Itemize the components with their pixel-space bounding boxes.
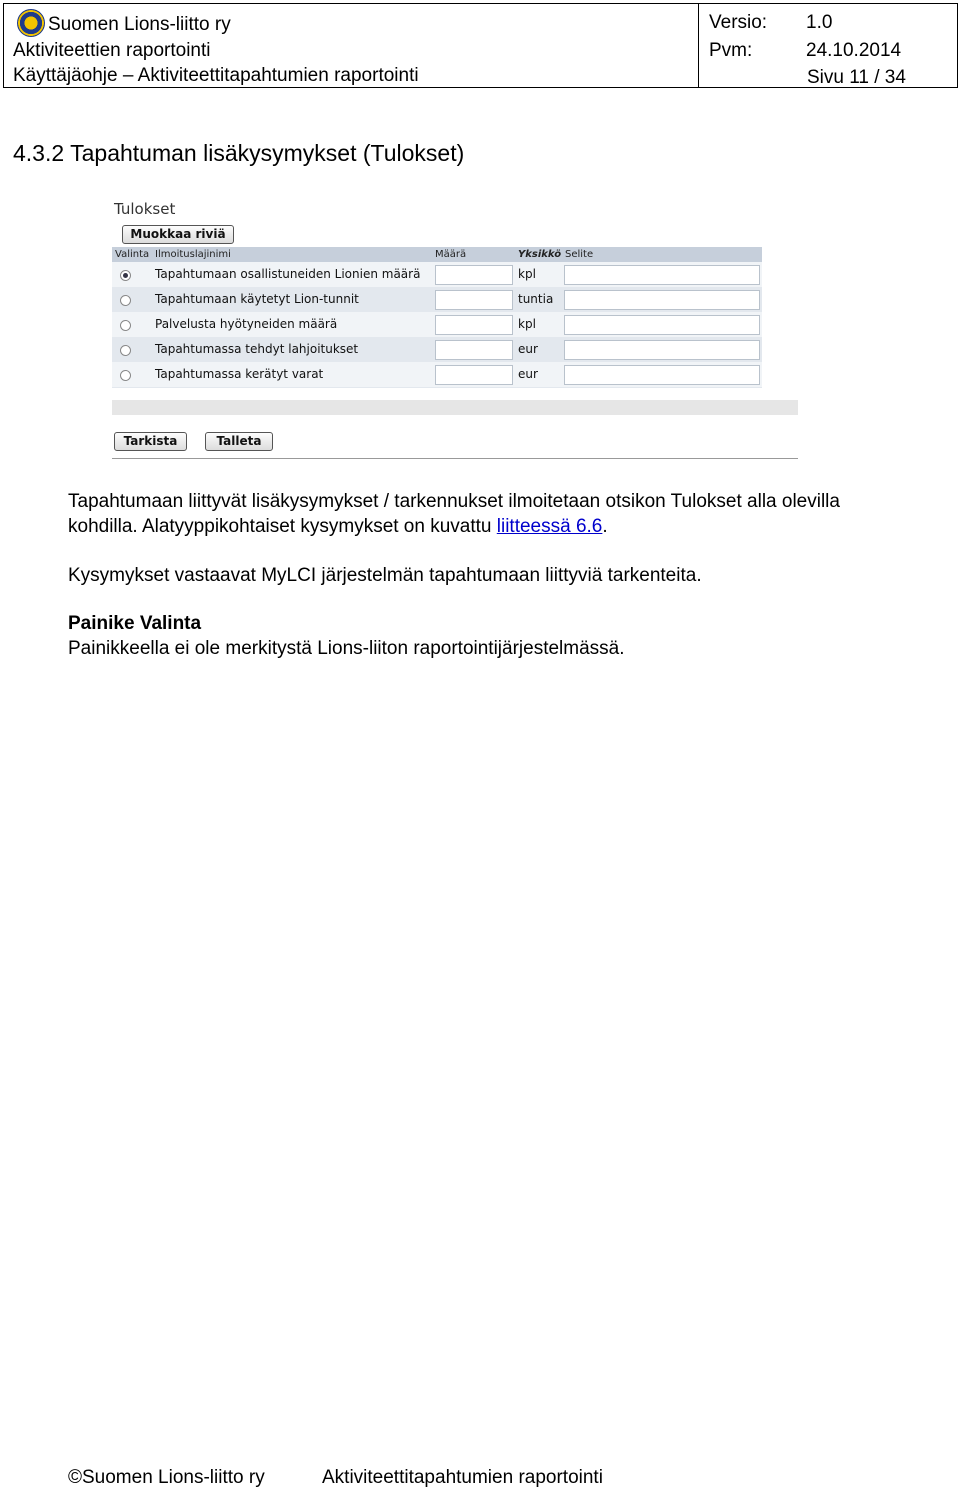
paragraph-3-text: Painikkeella ei ole merkitystä Lions-liiton raportointijärjestelmässä. bbox=[68, 638, 625, 659]
col-yksikko: Yksikkö bbox=[518, 249, 562, 260]
paragraph-1-text: kohdilla. Alatyyppikohtaiset kysymykset on kuvattu bbox=[68, 516, 497, 537]
results-form bbox=[112, 195, 802, 465]
col-selite: Selite bbox=[565, 249, 594, 260]
row-radio[interactable] bbox=[120, 320, 131, 331]
row-label: Palvelusta hyötyneiden määrä bbox=[155, 317, 338, 331]
description-input[interactable] bbox=[564, 315, 760, 335]
col-maara: Määrä bbox=[435, 249, 467, 260]
row-unit: eur bbox=[518, 367, 538, 381]
form-separator-band bbox=[112, 400, 798, 415]
form-title: Tulokset bbox=[114, 200, 176, 218]
header-date-value: 24.10.2014 bbox=[806, 40, 902, 61]
header-page-number: Sivu 11 / 34 bbox=[807, 67, 906, 88]
row-unit: tuntia bbox=[518, 292, 554, 306]
check-button[interactable]: Tarkista bbox=[114, 432, 187, 451]
footer-title: Aktiviteettitapahtumien raportointi bbox=[322, 1467, 603, 1488]
save-button[interactable]: Talleta bbox=[205, 432, 273, 451]
header-divider bbox=[698, 4, 699, 87]
paragraph-2: Kysymykset vastaavat MyLCI järjestelmän tapahtumaan liittyviä tarkenteita. bbox=[68, 565, 702, 586]
footer-copyright: ©Suomen Lions-liitto ry bbox=[68, 1467, 265, 1488]
row-label: Tapahtumassa kerätyt varat bbox=[155, 367, 324, 381]
amount-input[interactable] bbox=[435, 315, 513, 335]
row-radio[interactable] bbox=[120, 270, 131, 281]
grid-row bbox=[112, 362, 762, 387]
amount-input[interactable] bbox=[435, 365, 513, 385]
row-radio[interactable] bbox=[120, 295, 131, 306]
header-subject: Aktiviteettien raportointi bbox=[13, 40, 211, 61]
col-valinta: Valinta bbox=[115, 249, 150, 260]
grid-row bbox=[112, 287, 762, 312]
grid-row bbox=[112, 337, 762, 362]
header-org: Suomen Lions-liitto ry bbox=[48, 14, 231, 35]
results-grid bbox=[112, 247, 762, 388]
header-version-label: Versio: bbox=[709, 12, 768, 33]
row-label: Tapahtumaan käytetyt Lion-tunnit bbox=[155, 292, 359, 306]
description-input[interactable] bbox=[564, 365, 760, 385]
col-ilmoituslajinimi: Ilmoituslajinimi bbox=[155, 249, 231, 260]
appendix-link[interactable]: liitteessä 6.6 bbox=[496, 516, 603, 537]
grid-header bbox=[112, 247, 762, 262]
section-heading: 4.3.2 Tapahtuman lisäkysymykset (Tulokset) bbox=[13, 140, 465, 166]
description-input[interactable] bbox=[564, 290, 760, 310]
row-unit: kpl bbox=[518, 267, 536, 281]
paragraph-1-line-1: Tapahtumaan liittyvät lisäkysymykset / tarkennukset ilmoitetaan otsikon Tulokset alla olevilla bbox=[68, 491, 840, 512]
description-input[interactable] bbox=[564, 340, 760, 360]
lions-logo-icon bbox=[17, 9, 45, 37]
description-input[interactable] bbox=[564, 265, 760, 285]
row-label: Tapahtumassa tehdyt lahjoitukset bbox=[155, 342, 359, 356]
row-radio[interactable] bbox=[120, 370, 131, 381]
grid-row bbox=[112, 262, 762, 287]
header-doc-title: Käyttäjäohje – Aktiviteettitapahtumien raportointi bbox=[13, 65, 419, 86]
grid-row bbox=[112, 312, 762, 337]
row-unit: kpl bbox=[518, 317, 536, 331]
row-radio[interactable] bbox=[120, 345, 131, 356]
amount-input[interactable] bbox=[435, 340, 513, 360]
amount-input[interactable] bbox=[435, 265, 513, 285]
amount-input[interactable] bbox=[435, 290, 513, 310]
edit-row-button[interactable]: Muokkaa riviä bbox=[122, 225, 234, 244]
form-bottom-line bbox=[112, 458, 798, 459]
header-version-value: 1.0 bbox=[806, 12, 833, 33]
paragraph-1-line-2 bbox=[68, 514, 608, 539]
row-unit: eur bbox=[518, 342, 538, 356]
paragraph-3-heading: Painike Valinta bbox=[68, 613, 202, 634]
row-label: Tapahtumaan osallistuneiden Lionien määrä bbox=[155, 267, 421, 281]
document-header bbox=[3, 3, 958, 88]
header-date-label: Pvm: bbox=[709, 40, 753, 61]
paragraph-1-end: . bbox=[602, 516, 608, 537]
